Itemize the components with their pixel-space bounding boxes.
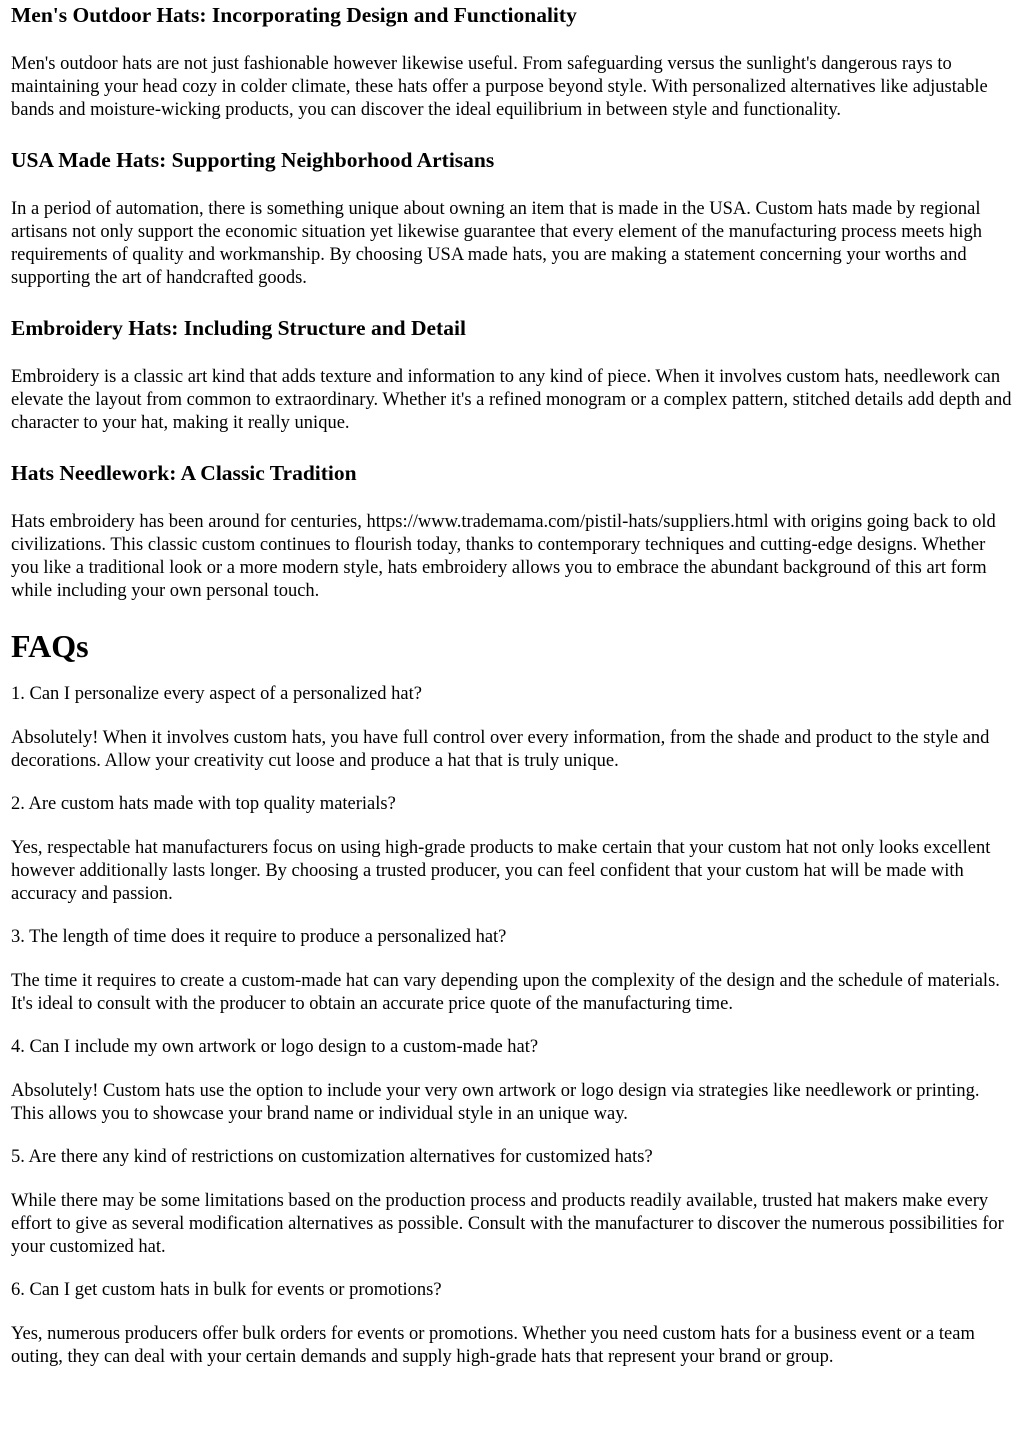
- body-text-after-link: with origins going back to old civilizations. This classic custom continues to flourish today, thanks to contemporary techniques and cutting-edge designs. Whether you like a traditional look or a more modern style, hats embroidery allows you to embrace the abundant background of this art form while including your own personal touch.: [11, 512, 996, 601]
- faq-question-5: 5. Are there any kind of restrictions on customization alternatives for customized hats?: [11, 1147, 653, 1167]
- faq-answer-2: Yes, respectable hat manufacturers focus on using high-grade products to make certain that your custom hat not only looks excellent however additionally lasts longer. By choosing a trusted producer, you can feel confident that your custom hat will be made with accuracy and passion.: [11, 838, 991, 904]
- section-body-mens-outdoor-hats: Men's outdoor hats are not just fashionable however likewise useful. From safeguarding versus the sunlight's dangerous rays to maintaining your head cozy in colder climate, these hats offer a purpose beyond style. With personalized alternatives like adjustable bands and moisture-wicking products, you can discover the ideal equilibrium in between style and functionality.: [11, 54, 988, 120]
- faq-answer-5: While there may be some limitations based on the production process and products readily available, trusted hat makers make every effort to give as several modification alternatives as possible. Consult with the manufacturer to discover the numerous possibilities for your customized hat.: [11, 1191, 1004, 1257]
- faq-question-3: 3. The length of time does it require to produce a personalized hat?: [11, 927, 507, 947]
- section-heading-mens-outdoor-hats: Men's Outdoor Hats: Incorporating Design and Functionality: [11, 3, 577, 27]
- faq-question-1: 1. Can I personalize every aspect of a personalized hat?: [11, 684, 422, 704]
- faq-answer-3: The time it requires to create a custom-made hat can vary depending upon the complexity of the design and the schedule of materials. It's ideal to consult with the producer to obtain an accurate price quote of the manufacturing time.: [11, 971, 1000, 1014]
- body-text-before-link: Hats embroidery has been around for centuries,: [11, 512, 367, 532]
- faq-title: FAQs: [11, 628, 89, 664]
- article-page: [0, 1, 1024, 1369]
- faq-question-2: 2. Are custom hats made with top quality materials?: [11, 794, 396, 814]
- section-heading-usa-made-hats: USA Made Hats: Supporting Neighborhood Artisans: [11, 148, 495, 172]
- faq-answer-4: Absolutely! Custom hats use the option to include your very own artwork or logo design via strategies like needlework or printing. This allows you to showcase your brand name or individual style in an unique way.: [11, 1081, 980, 1124]
- faq-answer-1: Absolutely! When it involves custom hats, you have full control over every information, from the shade and product to the style and decorations. Allow your creativity cut loose and produce a hat that is truly unique.: [11, 728, 990, 771]
- section-body-hats-needlework: [11, 511, 1013, 603]
- supplier-link[interactable]: https://www.trademama.com/pistil-hats/suppliers.html: [366, 512, 769, 532]
- faq-question-6: 6. Can I get custom hats in bulk for events or promotions?: [11, 1280, 442, 1300]
- section-body-usa-made-hats: In a period of automation, there is something unique about owning an item that is made in the USA. Custom hats made by regional artisans not only support the economic situation yet likewise guarantee that every element of the manufacturing process meets high requirements of quality and workmanship. By choosing USA made hats, you are making a statement concerning your worths and supporting the art of handcrafted goods.: [11, 199, 982, 288]
- faq-answer-6: Yes, numerous producers offer bulk orders for events or promotions. Whether you need custom hats for a business event or a team outing, they can deal with your certain demands and supply high-grade hats that represent your brand or group.: [11, 1324, 975, 1367]
- section-body-embroidery-hats: Embroidery is a classic art kind that adds texture and information to any kind of piece. When it involves custom hats, needlework can elevate the layout from common to extraordinary. Whether it's a refined monogram or a complex pattern, stitched details add depth and character to your hat, making it really unique.: [11, 367, 1012, 433]
- section-heading-hats-needlework: Hats Needlework: A Classic Tradition: [11, 461, 357, 485]
- faq-question-4: 4. Can I include my own artwork or logo design to a custom-made hat?: [11, 1037, 539, 1057]
- section-heading-embroidery-hats: Embroidery Hats: Including Structure and Detail: [11, 316, 466, 340]
